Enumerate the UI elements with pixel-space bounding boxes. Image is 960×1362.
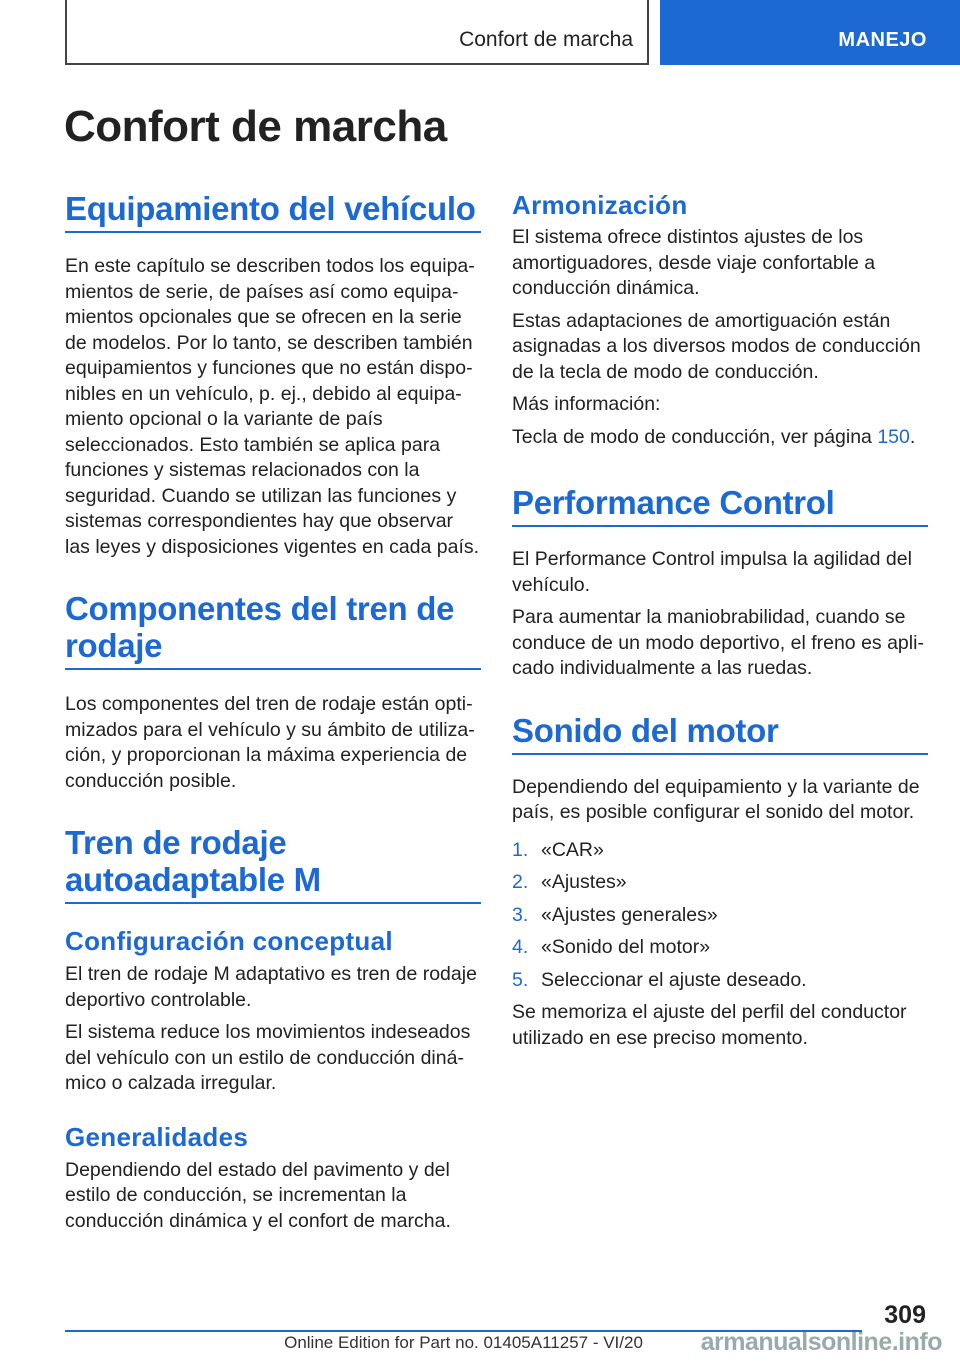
step-text: «CAR»	[541, 838, 604, 861]
list-item	[512, 935, 928, 961]
section-armonizacion	[512, 190, 928, 450]
heading-generalidades: Generalidades	[65, 1121, 249, 1152]
step-text: «Ajustes»	[541, 871, 627, 893]
text-armonizacion-1: El sistema ofrece distintos ajustes de los amortiguadores, desde viaje confortable a conducción dinámica.	[512, 226, 876, 299]
step-number: 2.	[512, 871, 529, 893]
list-item	[512, 838, 928, 864]
header-section-box	[65, 0, 649, 65]
text-config-1: El tren de rodaje M adaptativo es tren de rodaje deportivo controlable.	[65, 963, 477, 1011]
watermark-logo: armanualsonline.info	[700, 1328, 942, 1356]
text-armonizacion-4	[512, 425, 928, 451]
header-chapter-label: MANEJO	[838, 29, 927, 51]
text-equipamiento: En este capítulo se describen todos los equipamientos de serie, de países así como equipamientos opcionales que se ofrecen en la serie de modelos. Por lo tanto, se describen también equipamientos y funciones que no están disponibles en un vehículo, p. ej., debido al equipamiento opcional o la variante de país seleccionados. Esto también se aplica para funciones y sistemas relacionados con la seguridad. Cuando se utilizan las funciones y sistemas correspondientes hay que observar las leyes y disposiciones vigentes en cada país.	[65, 255, 480, 558]
steps-list	[512, 838, 928, 994]
ref-text: Tecla de modo de conducción, ver página	[512, 425, 878, 448]
page-title: Confort de marcha	[64, 102, 447, 151]
ref-suffix: .	[909, 425, 916, 448]
text-performance-2: Para aumentar la maniobrabilidad, cuando se conduce de un modo deportivo, el freno es aplicado individualmente a las ruedas.	[512, 606, 924, 679]
heading-tren: Tren de rodaje autoadaptable M	[65, 824, 481, 904]
heading-sonido: Sonido del motor	[512, 712, 928, 755]
section-tren	[65, 824, 481, 1234]
text-sonido-2: Se memoriza el ajuste del perfil del conductor utilizado en ese preciso momento.	[512, 1001, 907, 1049]
text-config-2: El sistema reduce los movimientos indeseados del vehículo con un estilo de conducción dinámico o calzada irregular.	[65, 1021, 471, 1094]
text-armonizacion-2: Estas adaptaciones de amortiguación están asignadas a los diversos modos de conducción de la tecla de modo de conducción.	[512, 309, 921, 383]
heading-armonizacion: Armonización	[512, 190, 688, 220]
step-text: «Sonido del motor»	[541, 936, 711, 958]
header-section-title: Confort de marcha	[459, 28, 633, 51]
left-column	[65, 190, 481, 1234]
heading-configuracion: Configuración conceptual	[65, 926, 393, 956]
footer-edition: Online Edition for Part no. 01405A11257 - VI/20	[284, 1333, 643, 1352]
header-chapter-tab[interactable]	[660, 0, 960, 65]
right-column	[512, 190, 928, 1051]
page-number: 309	[884, 1301, 926, 1329]
section-equipamiento	[65, 190, 481, 560]
section-sonido	[512, 712, 928, 1052]
step-text: Seleccionar el ajuste deseado.	[541, 968, 807, 991]
list-item	[512, 903, 928, 929]
section-componentes	[65, 590, 481, 794]
step-number: 4.	[512, 936, 529, 958]
section-performance	[512, 484, 928, 682]
text-sonido-1: Dependiendo del equipamiento y la variante de país, es posible configurar el sonido del motor.	[512, 775, 920, 823]
list-item	[512, 968, 928, 994]
text-armonizacion-3: Más información:	[512, 393, 661, 415]
text-generalidades: Dependiendo del estado del pavimento y del estilo de conducción, se incrementan la conducción dinámica y el confort de marcha.	[65, 1158, 451, 1232]
text-componentes: Los componentes del tren de rodaje están optimizados para el vehículo y su ámbito de utilización, y proporcionan la máxima experiencia de conducción posible.	[65, 693, 475, 792]
step-number: 3.	[512, 903, 529, 926]
heading-componentes: Componentes del tren de rodaje	[65, 590, 481, 670]
step-number: 1.	[512, 838, 529, 861]
step-text: «Ajustes generales»	[541, 903, 718, 926]
text-performance-1: El Performance Control impulsa la agilidad del vehículo.	[512, 548, 912, 596]
heading-equipamiento: Equipamiento del vehículo	[65, 190, 481, 233]
page-ref-link[interactable]: 150	[877, 425, 910, 448]
heading-performance: Performance Control	[512, 484, 928, 527]
list-item	[512, 870, 928, 896]
step-number: 5.	[512, 968, 529, 991]
